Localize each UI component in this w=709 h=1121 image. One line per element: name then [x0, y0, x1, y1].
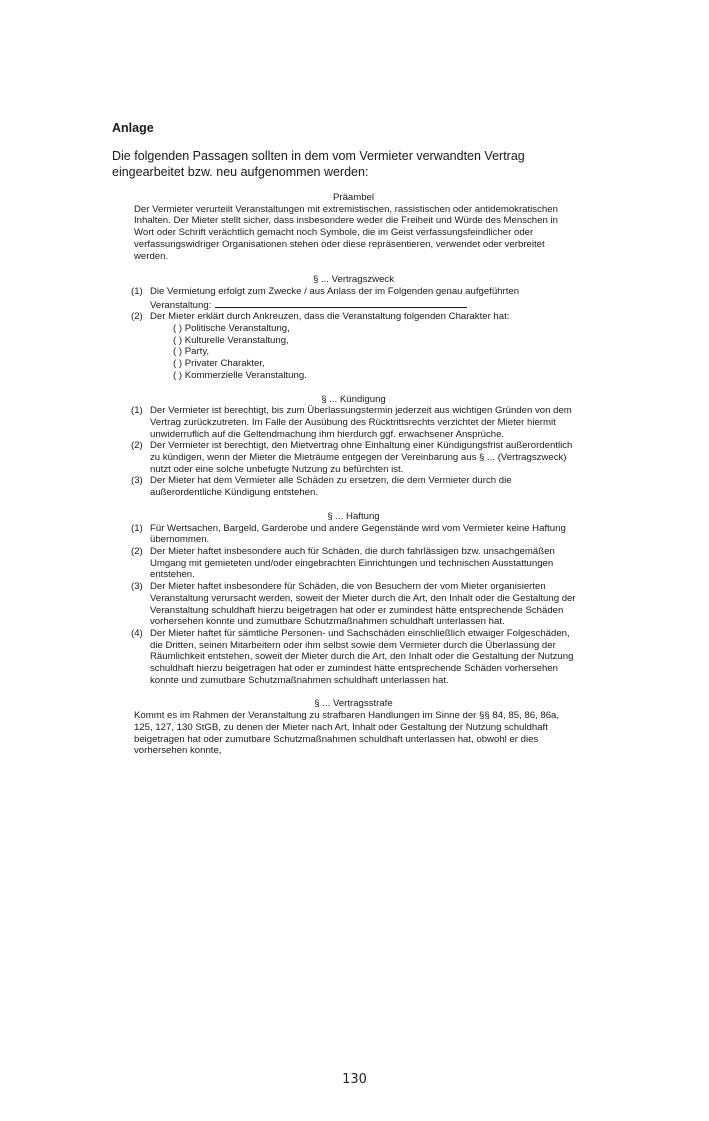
clause-text: Die Vermietung erfolgt zum Zwecke / aus Anlass der im Folgenden genau aufgeführten Veranstaltung: [150, 285, 520, 311]
clause-number: (1) [131, 522, 143, 534]
clause-number: (1) [131, 285, 143, 297]
section-haftung [131, 511, 576, 687]
section-title-kuendigung: § ... Kündigung [321, 393, 386, 405]
option-item: ( ) Kommerzielle Veranstaltung. [173, 369, 307, 381]
clause-item [131, 475, 576, 498]
vertragsstrafe-text: Kommt es im Rahmen der Veranstaltung zu strafbaren Handlungen im Sinne der §§ 84, 85, 86, 86a, 125, 127, 130 StGB, zu denen der Mieter nach Art, Inhalt oder Gestaltung der Nutzung schuldhaft beigetragen hat oder zumutbare Schutzmaßnahmen schuldhaft unterlassen hat, obwohl er dies vorhersehen konnte, [134, 710, 560, 757]
clause-number: (1) [131, 405, 143, 417]
clause-number: (4) [131, 627, 143, 639]
clause-text: Der Vermieter ist berechtigt, bis zum Überlassungstermin jederzeit aus wichtigen Gründen von dem Vertrag zurückzutreten. Im Falle der Ausübung des Rücktrittsrechts verzichtet der Mieter hiermit unwiderruflich auf die Geltendmachung ihm hierdurch ggf. erwachsener Ansprüche. [150, 405, 572, 440]
fill-in-line [215, 298, 467, 308]
clause-item [131, 523, 576, 546]
clause-item [131, 546, 576, 581]
clause-text-container [150, 286, 576, 311]
contract-document [131, 192, 576, 769]
character-options [173, 323, 576, 382]
clause-text: Der Vermieter ist berechtigt, den Mietvertrag ohne Einhaltung einer Kündigungsfrist außerordentlich zu kündigen, wenn der Mieter die Mieträume entgegen der Vereinbarung aus § ... (Vertragszweck) nutzt oder eine solche unbefugte Nutzung zu befürchten ist. [150, 440, 573, 475]
praeambel-text: Der Vermieter verurteilt Veranstaltungen mit extremistischen, rassistischen oder antidemokratischen Inhalten. Der Mieter stellt sicher, dass insbesondere weder die Freiheit und Würde des Menschen in Wort oder Schrift verächtlich gemacht noch Symbole, die im Geist verfassungsfeindlicher oder verfassungswidriger Organisationen stehen oder diese repräsentieren, verwendet oder verbreitet werden. [134, 203, 558, 262]
section-praeambel [131, 192, 576, 262]
clause-number: (3) [131, 581, 143, 593]
option-item: ( ) Party, [173, 346, 210, 358]
clause-text: Der Mieter erklärt durch Ankreuzen, dass die Veranstaltung folgenden Charakter hat: [150, 311, 510, 323]
clause-text: Der Mieter haftet für sämtliche Personen- und Sachschäden einschließlich etwaiger Folgeschäden, die Dritten, seinen Mitarbeitern oder ihm selbst sowie dem Vermieter durch die Überlassung der Räumlichkeit entstehen, soweit der Mieter durch die Art, den Inhalt oder die Gestaltung der Nutzung schuldhaft hierzu beigetragen hat oder er zumindest hätte entsprechende Schäden vorhersehen konnte und zumutbare Schutzmaßnahmen schuldhaft unterlassen hat. [150, 627, 574, 686]
clause-number: (2) [131, 545, 143, 557]
clause-item [131, 311, 576, 323]
section-title-haftung: § ... Haftung [327, 510, 380, 522]
clause-item [131, 628, 576, 687]
clause-item [131, 440, 576, 475]
section-kuendigung [131, 394, 576, 499]
section-vertragszweck [131, 274, 576, 381]
clause-item [131, 581, 576, 628]
clause-number: (2) [131, 440, 143, 452]
option-item: ( ) Politische Veranstaltung, [173, 323, 290, 335]
section-title-praeambel: Präambel [332, 192, 375, 203]
option-item: ( ) Kulturelle Veranstaltung, [173, 334, 289, 346]
clause-text: Der Mieter hat dem Vermieter alle Schäden zu ersetzen, die dem Vermieter durch die außerordentliche Kündigung entstehen. [150, 475, 512, 499]
clause-text: Der Mieter haftet insbesondere auch für Schäden, die durch fahrlässigen bzw. unsachgemäßen Umgang mit gemieteten und/oder eingebrachten Einrichtungen und technischen Ausstattungen entstehen. [150, 545, 555, 581]
intro-paragraph: Die folgenden Passagen sollten in dem vom Vermieter verwandten Vertrag eingearbeitet bzw. neu aufgenommen werden: [112, 149, 525, 179]
clause-text: Der Mieter haftet insbesondere für Schäden, die von Besuchern der vom Mieter organisierten Veranstaltung verursacht werden, soweit der Mieter durch die Art, den Inhalt oder die Gestaltung der Veranstaltung schuldhaft hierzu beigetragen hat oder er zumindest hätte entsprechende Schäden vorhersehen konnte und zumutbare Schutzmaßnahmen schuldhaft unterlassen hat. [150, 581, 576, 628]
section-vertragsstrafe [131, 698, 576, 757]
section-title-vertragsstrafe: § ... Vertragsstrafe [314, 698, 393, 710]
clause-item [131, 286, 576, 311]
clause-item [131, 405, 576, 440]
page-heading: Anlage [112, 121, 154, 135]
option-item: ( ) Privater Charakter, [173, 358, 265, 370]
clause-number: (2) [131, 311, 143, 323]
section-title-vertragszweck: § ... Vertragszweck [312, 274, 395, 286]
clause-number: (3) [131, 475, 143, 487]
page-number: 130 [342, 1072, 367, 1087]
clause-text: Für Wertsachen, Bargeld, Garderobe und andere Gegenstände wird vom Vermieter keine Haftung übernommen. [150, 522, 566, 546]
